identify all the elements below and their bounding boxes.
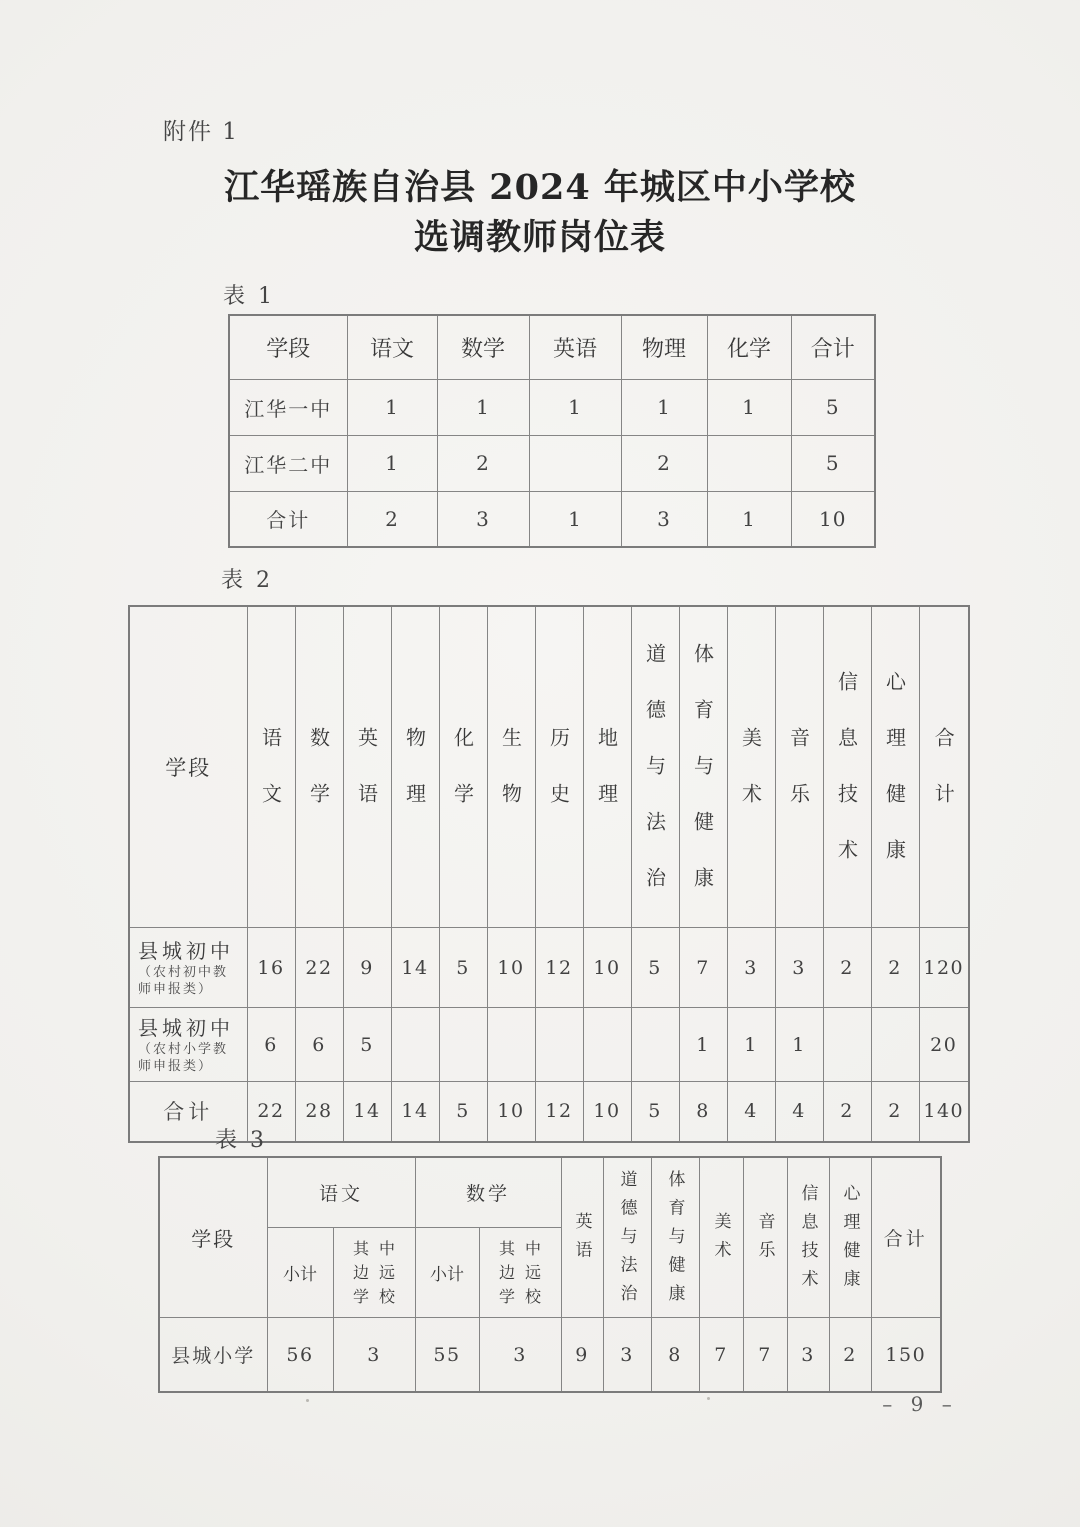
value-cell [871, 1008, 919, 1082]
header-cell [631, 606, 679, 928]
vertical-header-label: 物理 [402, 727, 427, 839]
attachment-label: 附件 1 [163, 119, 239, 145]
value-cell: 12 [535, 928, 583, 1008]
table1-label: 表 1 [223, 284, 275, 309]
value-cell [583, 1008, 631, 1082]
vertical-header-label: 历史 [546, 727, 571, 839]
value-cell: 4 [775, 1082, 823, 1142]
value-cell: 5 [791, 435, 875, 491]
value-cell: 3 [727, 928, 775, 1008]
value-cell: 10 [791, 491, 875, 547]
header-cell [823, 606, 871, 928]
vertical-header-label: 道德与法治 [616, 1169, 637, 1313]
table-total-row [229, 491, 875, 547]
value-cell: 3 [437, 491, 529, 547]
value-cell: 16 [247, 928, 295, 1008]
value-cell: 1 [529, 379, 621, 435]
header-cell: 学段 [159, 1157, 267, 1318]
title-line-1: 江华瑶族自治县 2024 年城区中小学校 [224, 167, 856, 208]
value-cell: 10 [487, 928, 535, 1008]
header-cell [295, 606, 343, 928]
value-cell: 7 [679, 928, 727, 1008]
table-row [159, 1318, 941, 1392]
value-cell: 10 [583, 928, 631, 1008]
value-cell: 22 [295, 928, 343, 1008]
value-cell: 5 [631, 1082, 679, 1142]
header-cell: 物理 [621, 315, 707, 379]
vertical-header-label: 语文 [258, 727, 283, 839]
value-cell: 5 [343, 1008, 391, 1082]
value-cell: 1 [437, 379, 529, 435]
value-cell: 9 [343, 928, 391, 1008]
value-cell: 6 [295, 1008, 343, 1082]
value-cell: 22 [247, 1082, 295, 1142]
page-number: – 9 – [882, 1392, 958, 1416]
value-cell: 12 [535, 1082, 583, 1142]
value-cell: 10 [583, 1082, 631, 1142]
value-cell: 1 [775, 1008, 823, 1082]
value-cell [535, 1008, 583, 1082]
value-cell: 5 [631, 928, 679, 1008]
vertical-header-label: 生物 [498, 727, 523, 839]
vertical-header-label: 道德与法治 [642, 643, 667, 923]
vertical-header-label: 音乐 [786, 727, 811, 839]
table1 [228, 314, 876, 548]
value-cell: 14 [391, 1082, 439, 1142]
value-cell: 2 [823, 1082, 871, 1142]
header-cell: 学段 [129, 606, 247, 928]
value-cell: 7 [699, 1318, 743, 1392]
header-cell [787, 1157, 829, 1318]
value-cell: 2 [347, 491, 437, 547]
value-cell: 9 [561, 1318, 603, 1392]
value-cell: 3 [787, 1318, 829, 1392]
header-cell [479, 1228, 561, 1318]
vertical-header-label: 英语 [354, 727, 379, 839]
row-label: 江华二中 [229, 435, 347, 491]
header-cell [561, 1157, 603, 1318]
value-cell: 10 [487, 1082, 535, 1142]
header-cell [699, 1157, 743, 1318]
row-label: 江华一中 [229, 379, 347, 435]
header-cell [829, 1157, 871, 1318]
header-cell: 语文 [267, 1157, 415, 1228]
value-cell: 2 [621, 435, 707, 491]
vertical-header-label: 体育与健康 [664, 1169, 685, 1313]
value-cell: 8 [651, 1318, 699, 1392]
value-cell: 28 [295, 1082, 343, 1142]
value-cell: 3 [479, 1318, 561, 1392]
header-cell: 小计 [415, 1228, 479, 1318]
value-cell: 14 [391, 928, 439, 1008]
value-cell: 150 [871, 1318, 941, 1392]
scan-speck [306, 1399, 309, 1402]
value-cell [487, 1008, 535, 1082]
value-cell: 140 [919, 1082, 969, 1142]
table2 [128, 605, 970, 1143]
header-cell [333, 1228, 415, 1318]
vertical-header-label: 地理 [594, 727, 619, 839]
header-cell [651, 1157, 699, 1318]
value-cell: 1 [679, 1008, 727, 1082]
header-cell: 数学 [437, 315, 529, 379]
row-label [129, 928, 247, 1008]
table2-header-row [129, 606, 969, 928]
vertical-header-label: 心理健康 [839, 1183, 860, 1299]
header-cell [743, 1157, 787, 1318]
header-cell [583, 606, 631, 928]
row-label-main: 县城初中 [138, 1015, 234, 1040]
header-cell [247, 606, 295, 928]
vertical-header-label: 体育与健康 [690, 643, 715, 923]
row-label: 县城小学 [159, 1318, 267, 1392]
header-cell: 合计 [791, 315, 875, 379]
scan-speck [707, 1397, 710, 1400]
value-cell: 5 [439, 928, 487, 1008]
value-cell: 6 [247, 1008, 295, 1082]
value-cell: 3 [775, 928, 823, 1008]
table1-header-row [229, 315, 875, 379]
row-label-main: 县城初中 [138, 938, 234, 963]
vertical-header-label: 信息技术 [797, 1183, 818, 1299]
row-label-sub: （农村初中教师申报类） [138, 964, 229, 997]
document-title [0, 163, 1080, 263]
header-cell: 合计 [871, 1157, 941, 1318]
header-cell: 语文 [347, 315, 437, 379]
value-cell: 2 [871, 928, 919, 1008]
row-label: 合计 [129, 1082, 247, 1142]
header-cell [535, 606, 583, 928]
value-cell: 55 [415, 1318, 479, 1392]
value-cell: 1 [707, 379, 791, 435]
vertical-header-label: 化学 [450, 727, 475, 839]
value-cell [823, 1008, 871, 1082]
value-cell: 14 [343, 1082, 391, 1142]
value-cell: 5 [439, 1082, 487, 1142]
header-cell [871, 606, 919, 928]
row-label-sub: （农村小学教师申报类） [138, 1041, 229, 1074]
vertical-header-label: 信息技术 [834, 671, 859, 895]
value-cell: 2 [823, 928, 871, 1008]
value-cell [391, 1008, 439, 1082]
value-cell: 1 [347, 435, 437, 491]
value-cell [439, 1008, 487, 1082]
value-cell: 120 [919, 928, 969, 1008]
table3-header-row-top [159, 1157, 941, 1228]
table3 [158, 1156, 942, 1393]
header-cell [919, 606, 969, 928]
value-cell: 1 [621, 379, 707, 435]
row-label [129, 1008, 247, 1082]
value-cell: 1 [347, 379, 437, 435]
value-cell: 56 [267, 1318, 333, 1392]
sub-header-label: 其中边远学校 [499, 1238, 542, 1306]
header-cell [727, 606, 775, 928]
table2-label: 表 2 [221, 568, 273, 593]
vertical-header-label: 美术 [738, 727, 763, 839]
vertical-header-label: 音乐 [754, 1212, 775, 1270]
value-cell: 7 [743, 1318, 787, 1392]
sub-header-label: 其中边远学校 [353, 1238, 395, 1306]
value-cell: 5 [791, 379, 875, 435]
header-cell: 化学 [707, 315, 791, 379]
table-row [129, 1008, 969, 1082]
header-cell [775, 606, 823, 928]
title-line-2: 选调教师岗位表 [413, 217, 666, 258]
vertical-header-label: 数学 [306, 727, 331, 839]
value-cell [529, 435, 621, 491]
value-cell: 3 [333, 1318, 415, 1392]
value-cell: 2 [829, 1318, 871, 1392]
value-cell: 1 [707, 491, 791, 547]
value-cell: 4 [727, 1082, 775, 1142]
value-cell: 1 [529, 491, 621, 547]
table3-label: 表 3 [215, 1128, 267, 1153]
value-cell: 3 [621, 491, 707, 547]
vertical-header-label: 合计 [931, 727, 956, 839]
vertical-header-label: 美术 [710, 1212, 731, 1270]
header-cell [391, 606, 439, 928]
vertical-header-label: 心理健康 [882, 671, 907, 895]
value-cell: 2 [871, 1082, 919, 1142]
header-cell: 学段 [229, 315, 347, 379]
value-cell: 1 [727, 1008, 775, 1082]
row-label: 合计 [229, 491, 347, 547]
header-cell [679, 606, 727, 928]
header-cell: 数学 [415, 1157, 561, 1228]
value-cell: 2 [437, 435, 529, 491]
header-cell [439, 606, 487, 928]
value-cell [631, 1008, 679, 1082]
value-cell [707, 435, 791, 491]
value-cell: 3 [603, 1318, 651, 1392]
vertical-header-label: 英语 [571, 1212, 592, 1270]
table-row [129, 928, 969, 1008]
table-row [229, 435, 875, 491]
header-cell [603, 1157, 651, 1318]
header-cell [487, 606, 535, 928]
value-cell: 20 [919, 1008, 969, 1082]
header-cell: 小计 [267, 1228, 333, 1318]
header-cell: 英语 [529, 315, 621, 379]
value-cell: 8 [679, 1082, 727, 1142]
table-row [229, 379, 875, 435]
header-cell [343, 606, 391, 928]
